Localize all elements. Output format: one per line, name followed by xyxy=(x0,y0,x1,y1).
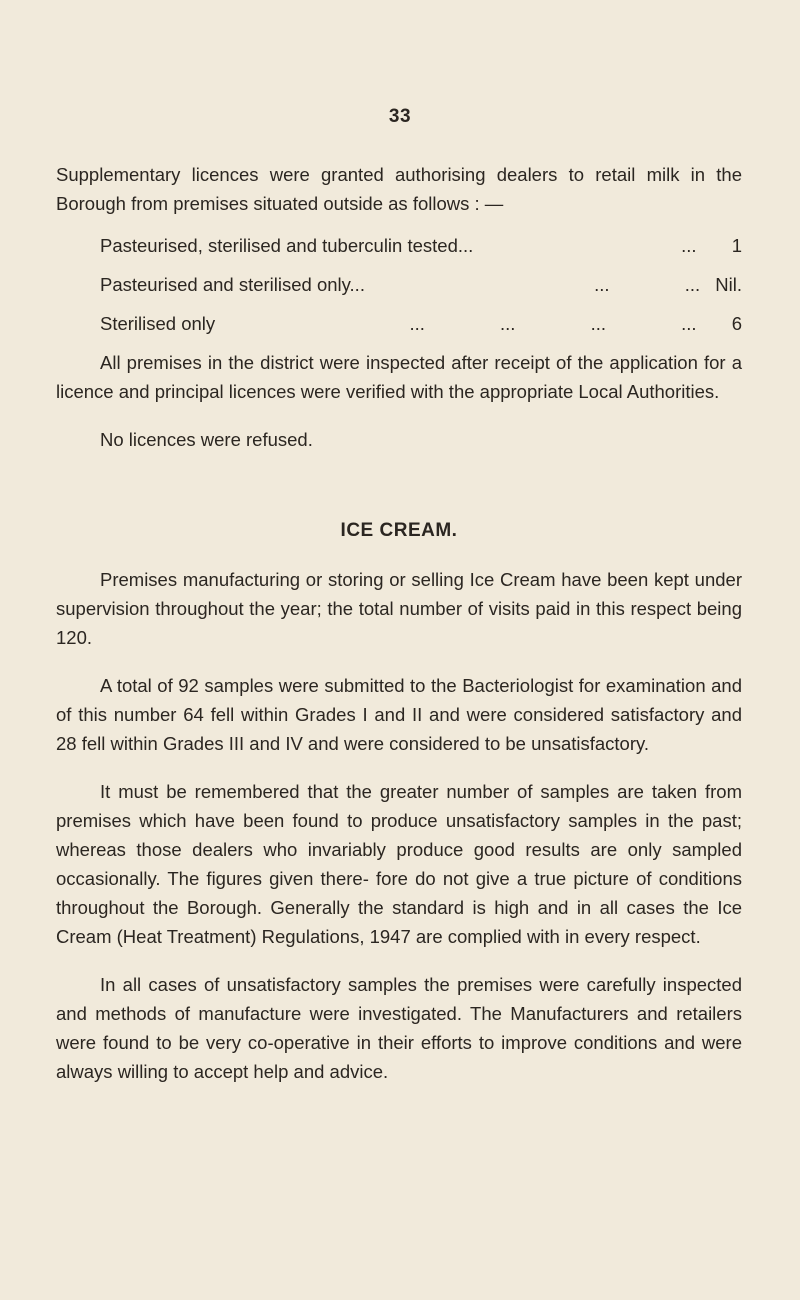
licence-row-value: 6 xyxy=(731,313,742,334)
leader-dots: ... xyxy=(681,235,697,256)
licence-row-label: Sterilised only xyxy=(100,313,216,334)
licence-table xyxy=(100,231,742,338)
licence-row-value-group xyxy=(594,270,742,299)
section-heading-ice-cream: ICE CREAM. xyxy=(340,520,458,541)
ice-cream-supervision-paragraph: Premises manufacturing or storing or selling Ice Cream have been kept under supervision throughout the year; the total number of visits paid in this respect being 120. xyxy=(56,569,742,648)
licence-row xyxy=(100,309,742,338)
licence-row xyxy=(100,270,742,299)
leader-dots: ... ... xyxy=(594,274,701,295)
licence-row-value-group xyxy=(681,231,742,260)
leader-dots: ... ... ... ... xyxy=(409,313,697,334)
licence-row-value: Nil. xyxy=(715,274,742,295)
licence-row-label: Pasteurised and sterilised only... xyxy=(100,274,365,295)
licence-row-value-group xyxy=(409,309,742,338)
licence-row xyxy=(100,231,742,260)
supplementary-licences-intro: Supplementary licences were granted authorising dealers to retail milk in the Borough from premises situated outside as follows : — xyxy=(56,164,742,214)
ice-cream-samples-paragraph: A total of 92 samples were submitted to the Bacteriologist for examination and of this number 64 fell within Grades I and II and were considered satisfactory and 28 fell within Grades III and IV and were considered to be unsatisfactory. xyxy=(56,675,742,754)
page-number: 33 xyxy=(388,106,412,127)
ice-cream-remarks-paragraph: It must be remembered that the greater number of samples are taken from premises which have been found to produce unsatisfactory samples in the past; whereas those dealers who invariably produce good results are only sampled occasionally. The figures given there- fore do not give a true picture of conditions throughout the Borough. Generally the standard is high and in all cases the Ice Cream (Heat Treatment) Regulations, 1947 are complied with in every respect. xyxy=(56,781,742,947)
document-body xyxy=(56,160,742,1086)
licence-row-label: Pasteurised, sterilised and tuberculin tested... xyxy=(100,235,474,256)
inspection-paragraph: All premises in the district were inspected after receipt of the application for a licence and principal licences were verified with the appropriate Local Authorities. xyxy=(56,352,742,402)
ice-cream-inspection-paragraph: In all cases of unsatisfactory samples the premises were carefully inspected and methods of manufacture were investigated. The Manufacturers and retailers were found to be very co-operative in their efforts to improve conditions and were always willing to accept help and advice. xyxy=(56,974,742,1082)
refusal-paragraph: No licences were refused. xyxy=(100,429,313,450)
licence-row-value: 1 xyxy=(731,235,742,256)
